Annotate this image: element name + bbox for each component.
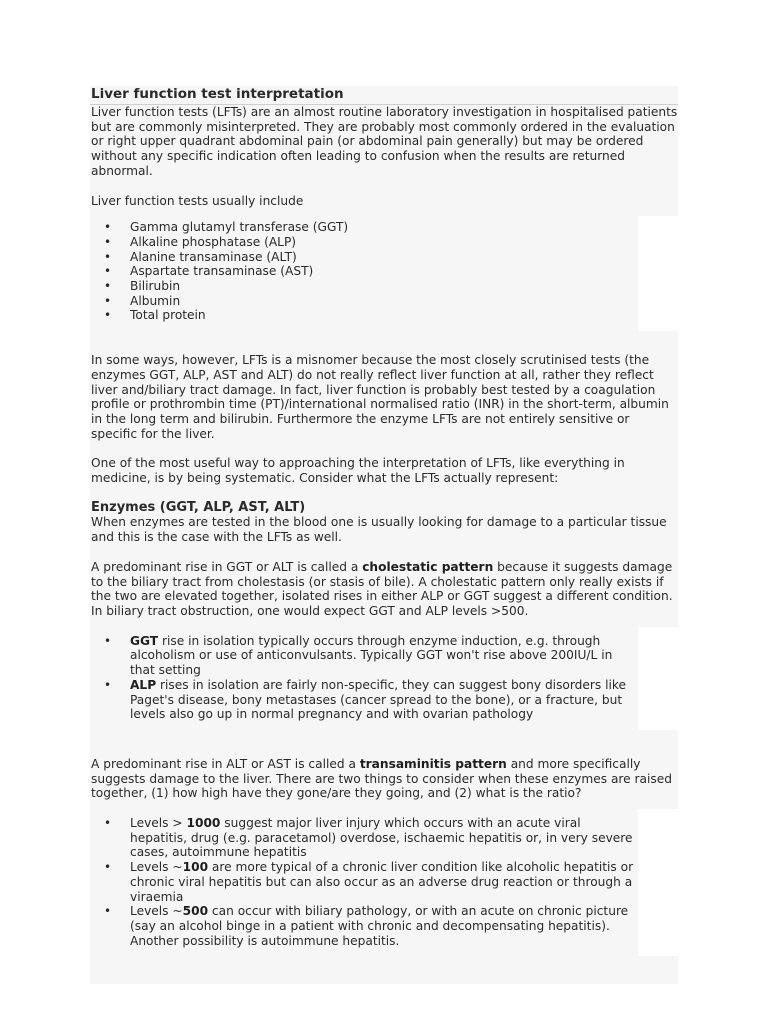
body-block (90, 331, 678, 627)
list-item: • Alkaline phosphatase (ALP) (104, 235, 638, 250)
levels-list-block (90, 809, 638, 956)
list-item: • Albumin (104, 294, 638, 309)
list-item: • Levels ~100 are more typical of a chronic liver condition like alcoholic hepatitis or chronic viral hepatitis but can also occur as an adverse drug reaction or through a viraemia (104, 860, 638, 904)
cholestatic-list-block (90, 627, 638, 730)
include-lead: Liver function tests usually include (91, 193, 304, 208)
list-item: • Levels > 1000 suggest major liver injury which occurs with an acute viral hepatitis, drug (e.g. paracetamol) overdose, ischaemic hepatitis or, in very severe cases, autoimmune hepatitis (104, 816, 638, 860)
enzymes-heading: Enzymes (GGT, ALP, AST, ALT) (91, 499, 306, 515)
list-item: • Gamma glutamyl transferase (GGT) (104, 220, 638, 235)
intro-block (90, 86, 678, 216)
list-item: • Bilirubin (104, 279, 638, 294)
tests-list-block (90, 216, 638, 331)
cholestatic-list (90, 634, 638, 722)
tests-list (90, 220, 638, 323)
intro-paragraph: Liver function tests (LFTs) are an almost routine laboratory investigation in hospitalised patients but are commonly misinterpreted. They are probably most commonly ordered in the evaluation or right upper quadrant abdominal pain (or abdominal pain generally) but may be ordered without any specific indication often leading to confusion when the results are returned abnormal. (91, 105, 678, 178)
transaminitis-block (90, 730, 678, 809)
list-item: • Levels ~500 can occur with biliary pathology, or with an acute on chronic picture (say an alcohol binge in a patient with chronic and decompensating hepatitis). Another possibility is autoimmune hepatitis. (104, 904, 638, 948)
enzymes-intro: When enzymes are tested in the blood one is usually looking for damage to a particular tissue and this is the case with the LFTs as well. (91, 515, 667, 545)
systematic-paragraph: One of the most useful way to approaching the interpretation of LFTs, like everything in medicine, is by being systematic. Consider what the LFTs actually represent: (91, 456, 625, 486)
bottom-shade (90, 956, 678, 984)
levels-list (90, 816, 638, 948)
cholestatic-paragraph: A predominant rise in GGT or ALT is called a cholestatic pattern because it suggests damage to the biliary tract from cholestasis (or stasis of bile). A cholestatic pattern only really exists if the two are elevated together, isolated rises in either ALP or GGT suggest a different condition. In biliary tract obstruction, one would expect GGT and ALP levels >500. (91, 559, 673, 618)
transaminitis-term: transaminitis pattern (359, 756, 507, 771)
list-item: • Alanine transaminase (ALT) (104, 250, 638, 265)
list-item: • Aspartate transaminase (AST) (104, 264, 638, 279)
cholestatic-term: cholestatic pattern (362, 559, 494, 574)
page-title: Liver function test interpretation (90, 86, 678, 105)
transaminitis-paragraph: A predominant rise in ALT or AST is called a transaminitis pattern and more specifically suggests damage to the liver. There are two things to consider when these enzymes are raised together, (1) how high have they gone/are they going, and (2) what is the ratio? (91, 756, 672, 801)
list-item: • ALP rises in isolation are fairly non-specific, they can suggest bony disorders like Paget's disease, bony metastases (cancer spread to the bone), or a fracture, but levels also go up in normal pregnancy and with ovarian pathology (104, 678, 638, 722)
list-item: • Total protein (104, 308, 638, 323)
document-page (90, 86, 678, 984)
misnomer-paragraph: In some ways, however, LFTs is a misnomer because the most closely scrutinised tests (the enzymes GGT, ALP, AST and ALT) do not really reflect liver function at all, rather they reflect liver and/biliary tract damage. In fact, liver function is probably best tested by a coagulation profile or prothrombin time (PT)/international normalised ratio (INR) in the short-term, albumin in the long term and bilirubin. Furthermore the enzyme LFTs are not entirely sensitive or specific for the liver. (91, 353, 669, 441)
list-item: • GGT rise in isolation typically occurs through enzyme induction, e.g. through alcoholism or use of anticonvulsants. Typically GGT won't rise above 200IU/L in that setting (104, 634, 638, 678)
